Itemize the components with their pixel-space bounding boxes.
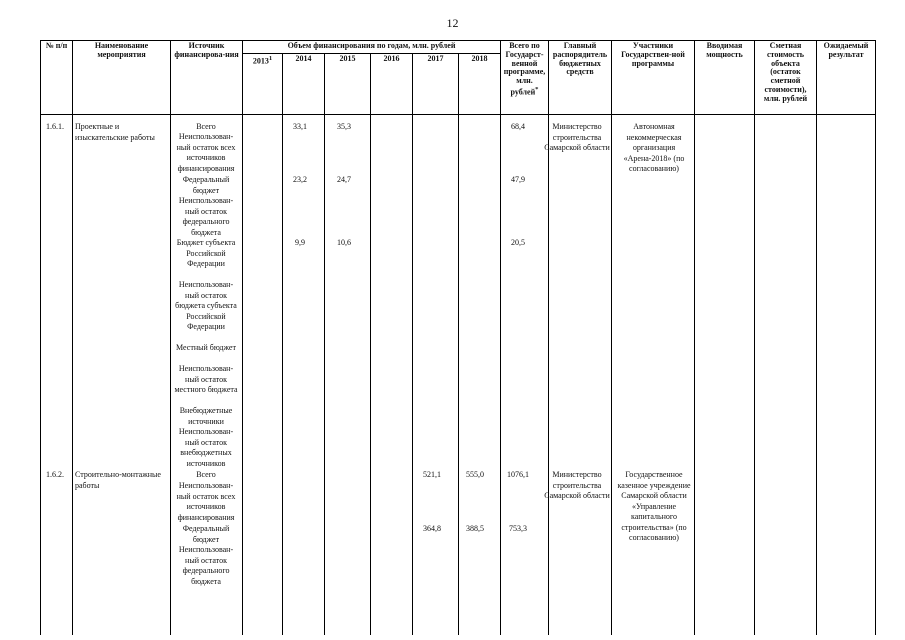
value-2017: 521,1 [423,470,441,479]
header-cost: Сметная стоимость объекта (остаток сметной стоимости), млн. рублей [755,41,817,115]
value-2014: 23,2 [293,175,307,184]
value-2018: 388,5 [466,524,484,533]
header-source: Источник финансирова-ния [171,41,243,115]
source-label: Неиспользован-ный остаток федерального бюджета [178,545,234,586]
value-total: 68,4 [511,122,525,131]
row-manager: Министерство строительства Самарской области [544,122,610,152]
row-num: 1.6.1. [46,122,64,131]
source-label: Бюджет субъекта Российской Федерации [176,238,236,268]
value-2017: 364,8 [423,524,441,533]
value-2015: 10,6 [337,238,351,247]
source-label: Неиспользован-ный остаток внебюджетных источников [178,427,234,468]
source-label: Неиспользован-ный остаток федерального бюджета [178,196,234,237]
header-year-2018: 2018 [459,54,501,115]
value-total: 20,5 [511,238,525,247]
source-label: Внебюджетные источники [179,406,233,426]
header-participants: Участники Государствен-ной программы [612,41,695,115]
source-label: Всего [196,122,216,131]
header-capacity: Вводимая мощность [695,41,755,115]
header-year-2016: 2016 [371,54,413,115]
source-label: Неиспользован-ный остаток местного бюджета [174,364,238,394]
source-label: Неиспользован-ный остаток всех источников финансирования [176,481,236,522]
source-label: Местный бюджет [176,343,236,352]
value-2018: 555,0 [466,470,484,479]
value-2015: 24,7 [337,175,351,184]
value-2014: 33,1 [293,122,307,131]
header-manager: Главный распорядитель бюджетных средств [549,41,612,115]
source-label: Неиспользован-ный остаток бюджета субъекта Российской Федерации [175,280,237,331]
row-name: Строительно-монтажные работы [75,470,161,490]
value-2014: 9,9 [295,238,305,247]
source-label: Федеральный бюджет [182,524,230,544]
source-label: Всего [196,470,216,479]
header-total: Всего по Государст-венной программе, млн. рублей* [501,41,549,115]
header-row-1 [41,41,876,54]
header-year-2014: 2014 [283,54,325,115]
row-num: 1.6.2. [46,470,64,479]
value-total: 1076,1 [507,470,529,479]
header-num: № п/п [41,41,73,115]
row-manager: Министерство строительства Самарской области [544,470,610,500]
financing-table [40,40,876,635]
header-result: Ожидаемый результат [817,41,876,115]
header-name: Наименование мероприятия [73,41,171,115]
row-name: Проектные и изыскательские работы [75,122,155,142]
source-label: Неиспользован-ный остаток всех источников финансирования [176,132,236,173]
header-year-2013: 2013$^1$ [243,54,283,115]
value-total: 753,3 [509,524,527,533]
header-volume: Объем финансирования по годам, млн. рублей [243,41,501,54]
value-total: 47,9 [511,175,525,184]
body-columns [41,115,876,636]
page-number: 12 [446,16,459,30]
row-participants: Государственное казенное учреждение Самарской области «Управление капитального строительства» (по согласованию) [617,470,691,542]
header-year-2017: 2017 [413,54,459,115]
header-year-2015: 2015 [325,54,371,115]
row-participants: Автономная некоммерческая организация «Арена-2018» (по согласованию) [623,122,685,173]
value-2015: 35,3 [337,122,351,131]
source-label: Федеральный бюджет [182,175,230,195]
